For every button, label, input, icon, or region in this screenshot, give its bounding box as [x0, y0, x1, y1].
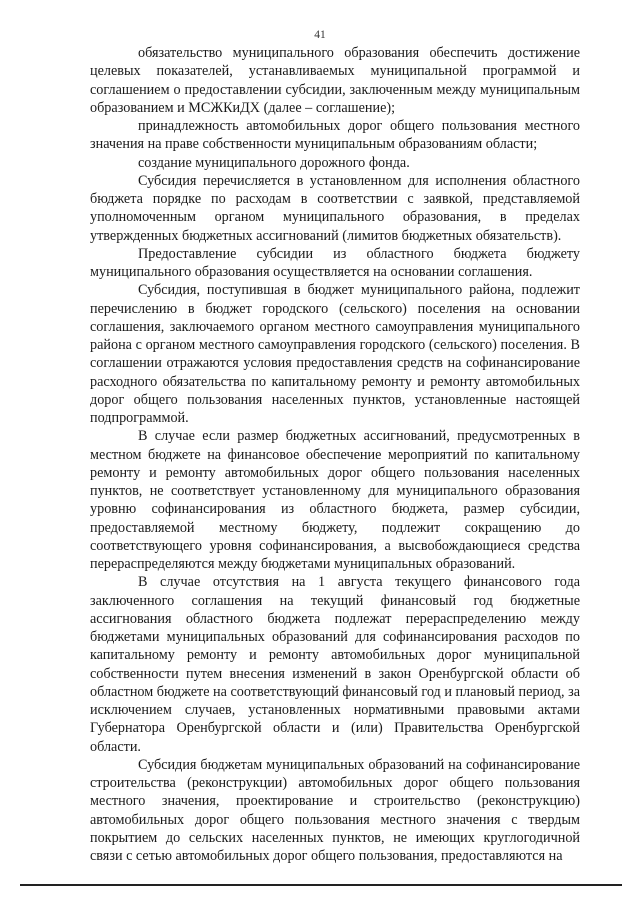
- paragraph: В случае отсутствия на 1 августа текущего финансового года заключенного соглашения на текущий финансовый год бюджетные ассигнования областного бюджета подлежат перераспределению между бюджетами муниципальных образований для софинансирования расходов по капитальному ремонту и ремонту автомобильных дорог муниципальной собственности путем внесения изменений в закон Оренбургской области об областном бюджете на соответствующий финансовый год и плановый период, за исключением случаев, установленных нормативными правовыми актами Губернатора Оренбургской области и (или) Правительства Оренбургской области.: [90, 574, 580, 755]
- page-number: 41: [314, 29, 326, 41]
- bottom-rule: [20, 884, 622, 886]
- paragraph: Субсидия бюджетам муниципальных образований на софинансирование строительства (реконструкции) автомобильных дорог общего пользования местного значения, проектирование и строительство (реконструкцию) автомобильных дорог общего пользования местного значения с твердым покрытием до сельских населенных пунктов, не имеющих круглогодичной связи с сетью автомобильных дорог общего пользования, предоставляются на: [90, 756, 580, 864]
- paragraph: создание муниципального дорожного фонда.: [138, 154, 410, 171]
- paragraph: Субсидия перечисляется в установленном для исполнения областного бюджета порядке по расходам в соответствии с заявкой, представляемой уполномоченным органом муниципального образования, в пределах утвержденных бюджетных ассигнований (лимитов бюджетных обязательств).: [90, 172, 580, 244]
- paragraph: обязательство муниципального образования обеспечить достижение целевых показателей, устанавливаемых муниципальной программой и соглашением о предоставлении субсидии, заключенным между муниципальным образованием и МСЖКиДХ (далее – соглашение);: [90, 45, 580, 116]
- document-body: [90, 44, 580, 865]
- paragraph: Предоставление субсидии из областного бюджета бюджету муниципального образования осуществляется на основании соглашения.: [90, 245, 580, 280]
- paragraph: В случае если размер бюджетных ассигнований, предусмотренных в местном бюджете на финансовое обеспечение мероприятий по капитальному ремонту и ремонту автомобильных дорог общего пользования населенных пунктов, не соответствует установленному для муниципального образования уровню софинансирования из областного бюджета, размер субсидии, предоставляемой местному бюджету, подлежит сокращению до соответствующего уровня софинансирования, а высвобождающиеся средства перераспределяются между бюджетами муниципальных образований.: [90, 428, 580, 572]
- paragraph: Субсидия, поступившая в бюджет муниципального района, подлежит перечислению в бюджет городского (сельского) поселения на основании соглашения, заключаемого органом местного самоуправления муниципального района с органом местного самоуправления городского (сельского) поселения. В соглашении отражаются условия предоставления средств на софинансирование расходного обязательства по капитальному ремонту и ремонту автомобильных дорог общего пользования населенных пунктов, установленные настоящей подпрограммой.: [90, 282, 580, 426]
- paragraph: принадлежность автомобильных дорог общего пользования местного значения на праве собственности муниципальным образованиям области;: [90, 118, 580, 153]
